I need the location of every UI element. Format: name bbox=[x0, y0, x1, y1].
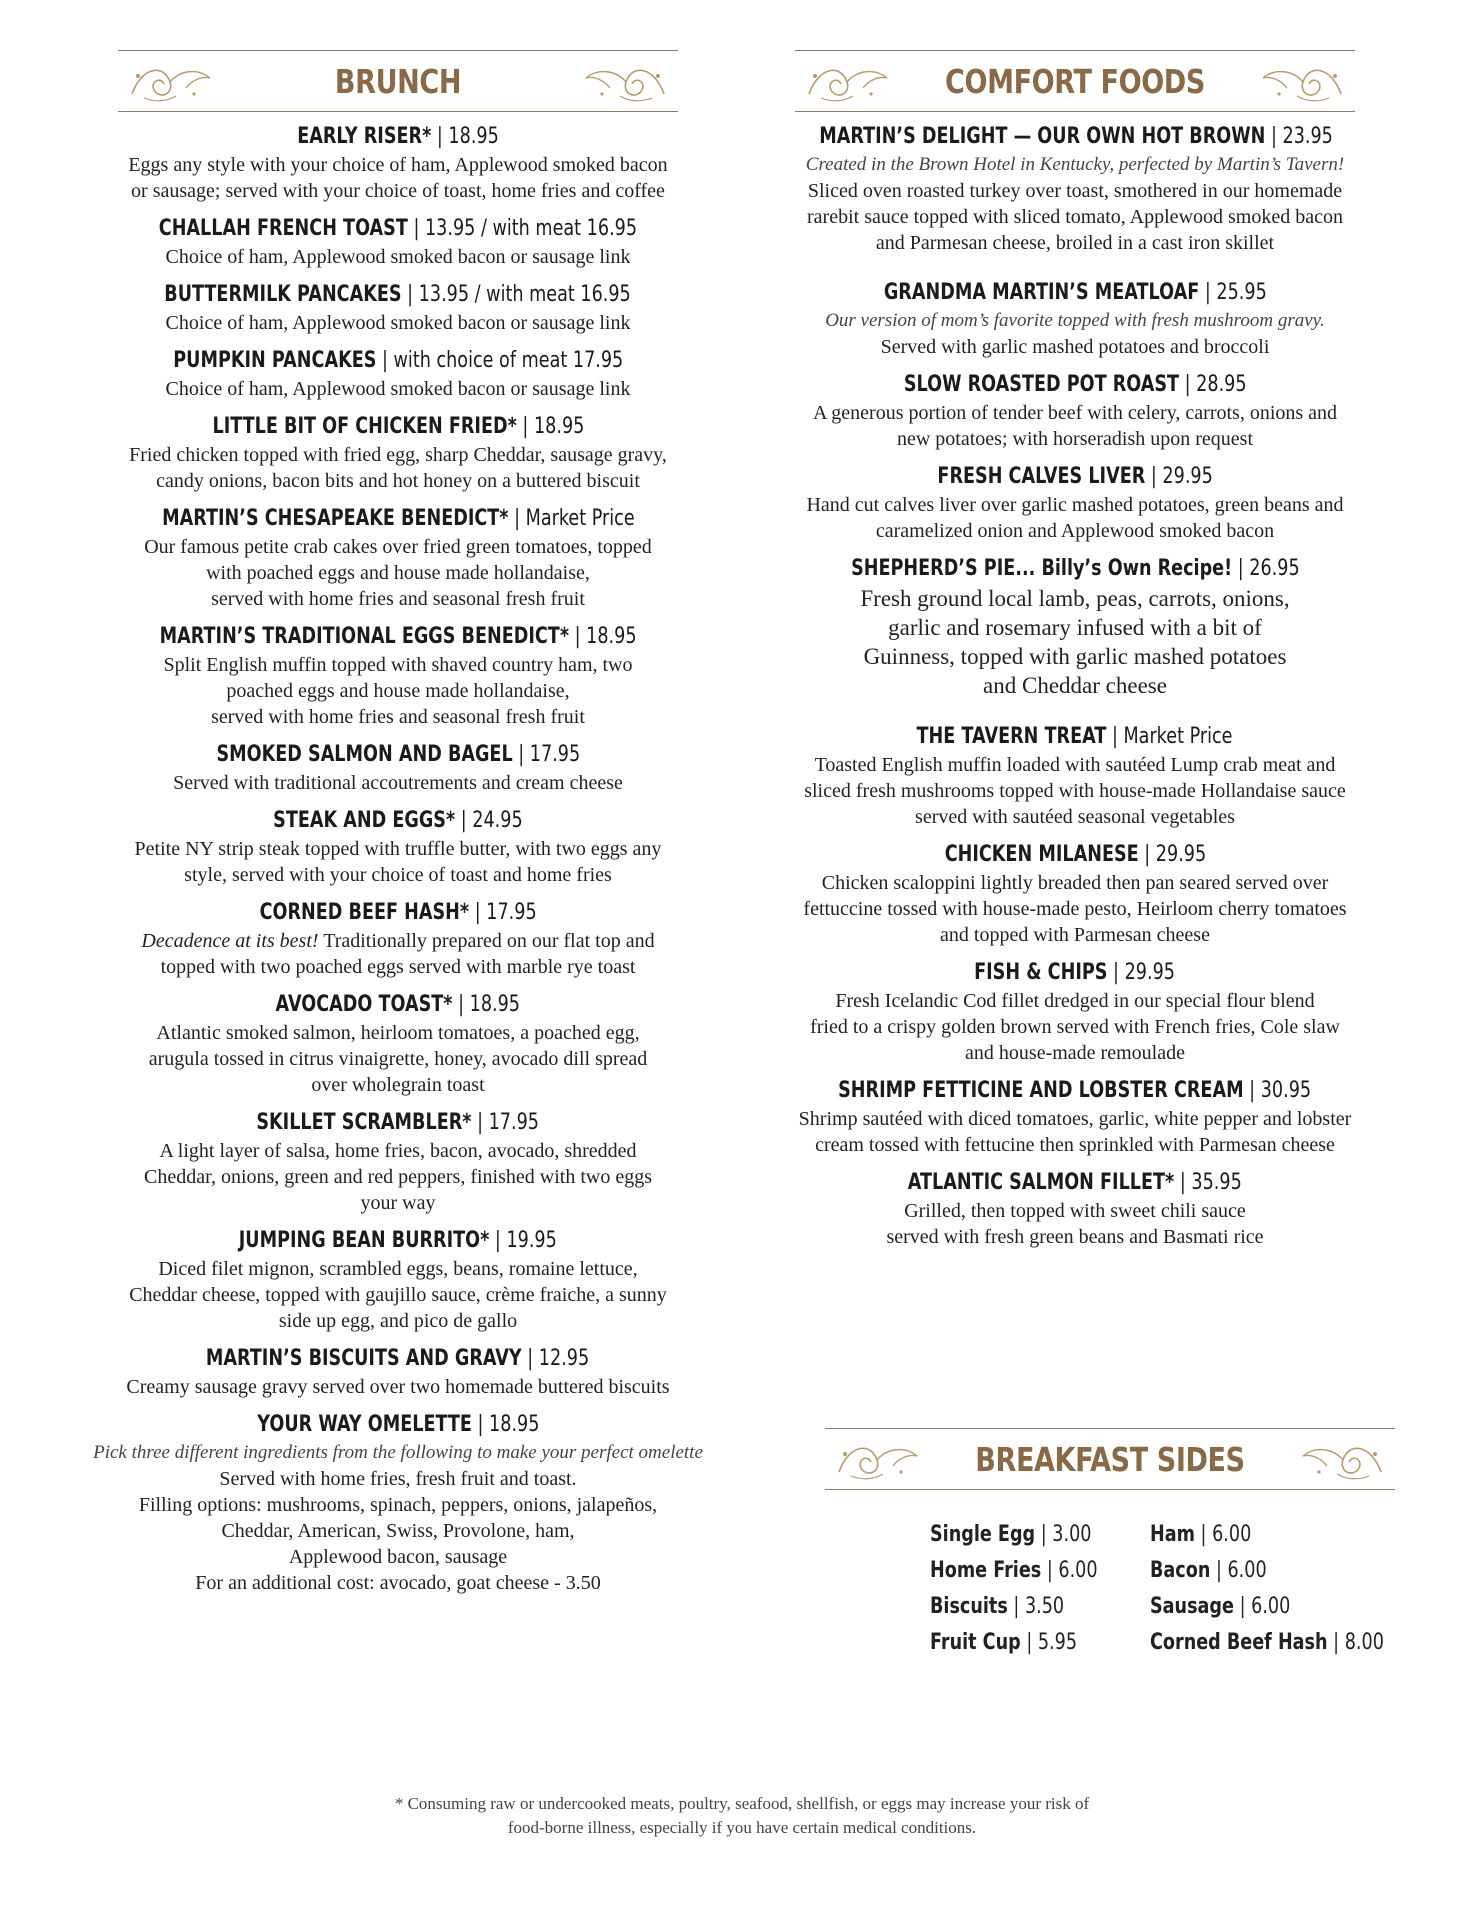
item-description: served with home fries and seasonal fresh fruit bbox=[211, 706, 585, 728]
price-separator: | bbox=[452, 992, 470, 1017]
price-separator: | bbox=[1007, 1594, 1025, 1619]
menu-item bbox=[78, 1226, 718, 1334]
item-description: topped with two poached eggs served with marble rye toast bbox=[160, 956, 636, 978]
menu-item-heading bbox=[78, 412, 718, 442]
menu-item bbox=[78, 122, 718, 204]
price-separator: | bbox=[1233, 1594, 1252, 1619]
price-separator: | bbox=[376, 348, 394, 373]
price-separator: | bbox=[1265, 124, 1283, 149]
item-description: served with home fries and seasonal fresh fruit bbox=[211, 588, 585, 610]
item-price: 29.95 bbox=[1125, 960, 1176, 985]
price-separator: | bbox=[1178, 372, 1196, 397]
item-description: style, served with your choice of toast and home fries bbox=[184, 864, 612, 886]
brunch-header bbox=[118, 50, 678, 112]
price-separator: | bbox=[568, 624, 587, 649]
menu-item bbox=[78, 214, 718, 270]
item-description: or sausage; served with your choice of toast, home fries and coffee bbox=[131, 180, 665, 202]
menu-item-heading bbox=[755, 1076, 1395, 1106]
price-separator: | bbox=[516, 414, 534, 439]
menu-item bbox=[755, 122, 1395, 256]
menu-item-title bbox=[839, 1076, 1312, 1106]
item-description: Served with home fries, fresh fruit and toast. bbox=[219, 1468, 577, 1490]
menu-item-heading bbox=[78, 346, 718, 376]
menu-item-heading bbox=[755, 840, 1395, 870]
price-separator: | bbox=[1020, 1630, 1038, 1655]
menu-item-title bbox=[937, 462, 1212, 492]
item-description: Atlantic smoked salmon, heirloom tomatoes, a poached egg, bbox=[156, 1022, 640, 1044]
item-description: Cheddar, onions, green and red peppers, finished with two eggs bbox=[144, 1166, 652, 1188]
item-name: SLOW ROASTED POT ROAST bbox=[903, 372, 1179, 397]
item-price: 18.95 bbox=[488, 1412, 540, 1437]
menu-item-title bbox=[273, 806, 522, 836]
menu-item-heading bbox=[78, 280, 718, 310]
item-name: SHEPHERD’S PIE... Billy’s Own Recipe! bbox=[850, 556, 1232, 581]
menu-item-heading bbox=[78, 898, 718, 928]
item-name: PUMPKIN PANCAKES bbox=[172, 348, 377, 373]
menu-item-title bbox=[259, 898, 536, 928]
item-price: 18.95 bbox=[448, 124, 499, 149]
item-name: BUTTERMILK PANCAKES bbox=[164, 282, 403, 307]
menu-item-heading bbox=[78, 1344, 718, 1374]
menu-item bbox=[78, 412, 718, 494]
item-description: cream tossed with fettucine then sprinkled with Parmesan cheese bbox=[815, 1134, 1335, 1156]
item-name: MARTIN’S CHESAPEAKE BENEDICT* bbox=[161, 506, 509, 531]
sides-title: BREAKFAST SIDES bbox=[975, 1440, 1245, 1479]
menu-item-title bbox=[162, 504, 635, 534]
item-description: Choice of ham, Applewood smoked bacon or sausage link bbox=[165, 312, 631, 334]
item-price: 26.95 bbox=[1248, 556, 1300, 581]
item-description: garlic and rosemary infused with a bit of bbox=[888, 615, 1262, 640]
item-description: new potatoes; with horseradish upon request bbox=[896, 428, 1254, 450]
item-description: Creamy sausage gravy served over two homemade buttered biscuits bbox=[126, 1376, 670, 1398]
item-name: CORNED BEEF HASH* bbox=[259, 900, 469, 925]
price-separator: | bbox=[471, 1110, 489, 1135]
menu-item-heading bbox=[78, 806, 718, 836]
price-separator: | bbox=[471, 1412, 489, 1437]
comfort-column bbox=[755, 50, 1395, 1260]
brunch-column bbox=[78, 50, 718, 1606]
price-separator: | bbox=[407, 216, 426, 241]
item-description: Fresh ground local lamb, peas, carrots, onions, bbox=[860, 586, 1290, 611]
price-separator: | bbox=[1198, 280, 1217, 305]
menu-item bbox=[755, 278, 1395, 360]
item-price: 29.95 bbox=[1162, 464, 1213, 489]
menu-item bbox=[78, 346, 718, 402]
menu-item-heading bbox=[78, 504, 718, 534]
price-separator: | bbox=[1035, 1522, 1053, 1547]
comfort-menu-list bbox=[755, 122, 1395, 1250]
menu-item bbox=[755, 840, 1395, 948]
item-description: A generous portion of tender beef with celery, carrots, onions and bbox=[812, 402, 1338, 424]
menu-item-title bbox=[819, 122, 1333, 152]
item-description: Grilled, then topped with sweet chili sauce bbox=[904, 1200, 1246, 1222]
side-price: 3.00 bbox=[1052, 1522, 1092, 1547]
menu-item-heading bbox=[78, 1410, 718, 1440]
menu-item-title bbox=[908, 1168, 1242, 1198]
price-separator: | bbox=[522, 1346, 540, 1371]
item-name: SHRIMP FETTICINE AND LOBSTER CREAM bbox=[838, 1078, 1244, 1103]
item-description: arugula tossed in citrus vinaigrette, honey, avocado dill spread bbox=[148, 1048, 648, 1070]
menu-item-title bbox=[257, 1410, 539, 1440]
menu-item-heading bbox=[755, 1168, 1395, 1198]
menu-item-heading bbox=[755, 554, 1395, 584]
item-name: SMOKED SALMON AND BAGEL bbox=[216, 742, 513, 767]
menu-item bbox=[78, 898, 718, 980]
menu-item-heading bbox=[78, 740, 718, 770]
item-description: side up egg, and pico de gallo bbox=[278, 1310, 518, 1332]
brunch-menu-list bbox=[78, 122, 718, 1596]
allergy-footnote bbox=[0, 1792, 1484, 1840]
price-separator: | bbox=[1107, 960, 1126, 985]
item-price: 18.95 bbox=[469, 992, 521, 1017]
item-description: Cheddar cheese, topped with gaujillo sauce, crème fraiche, a sunny bbox=[129, 1284, 667, 1306]
menu-item bbox=[78, 504, 718, 612]
item-price: 23.95 bbox=[1282, 124, 1333, 149]
price-separator: | bbox=[508, 506, 526, 531]
sides-header bbox=[825, 1428, 1395, 1490]
menu-item-heading bbox=[78, 622, 718, 652]
menu-item-title bbox=[216, 740, 580, 770]
item-name: LITTLE BIT OF CHICKEN FRIED* bbox=[212, 414, 517, 439]
item-description: A light layer of salsa, home fries, bacon, avocado, shredded bbox=[159, 1140, 637, 1162]
item-description: For an additional cost: avocado, goat cheese - 3.50 bbox=[195, 1572, 601, 1594]
side-name: Home Fries bbox=[930, 1558, 1042, 1583]
item-price: 25.95 bbox=[1216, 280, 1267, 305]
item-price: 28.95 bbox=[1195, 372, 1247, 397]
price-separator: | bbox=[1106, 724, 1124, 749]
item-name: JUMPING BEAN BURRITO* bbox=[238, 1228, 490, 1253]
item-name: THE TAVERN TREAT bbox=[916, 724, 1107, 749]
item-price: 30.95 bbox=[1261, 1078, 1312, 1103]
item-description: Cheddar, American, Swiss, Provolone, ham, bbox=[221, 1520, 575, 1542]
footnote-line: food-borne illness, especially if you have certain medical conditions. bbox=[507, 1818, 977, 1837]
price-separator: | bbox=[455, 808, 473, 833]
menu-item bbox=[78, 740, 718, 796]
menu-item-heading bbox=[78, 1226, 718, 1256]
item-description: Eggs any style with your choice of ham, Applewood smoked bacon bbox=[128, 154, 668, 176]
price-separator: | bbox=[1210, 1558, 1228, 1583]
price-separator: | bbox=[1145, 464, 1163, 489]
item-name: CHICKEN MILANESE bbox=[944, 842, 1139, 867]
item-description: fried to a crispy golden brown served with French fries, Cole slaw bbox=[810, 1016, 1340, 1038]
menu-item-heading bbox=[78, 990, 718, 1020]
menu-item-heading bbox=[755, 958, 1395, 988]
item-description: your way bbox=[360, 1192, 436, 1214]
comfort-header bbox=[795, 50, 1355, 112]
side-name: Ham bbox=[1150, 1522, 1195, 1547]
menu-item bbox=[755, 1168, 1395, 1250]
side-item bbox=[1150, 1592, 1384, 1622]
menu-item-heading bbox=[78, 122, 718, 152]
item-tagline: Created in the Brown Hotel in Kentucky, perfected by Martin’s Tavern! bbox=[805, 154, 1345, 175]
item-description: Sliced oven roasted turkey over toast, smothered in our homemade bbox=[807, 180, 1343, 202]
side-price: 5.95 bbox=[1037, 1630, 1078, 1655]
menu-item bbox=[78, 806, 718, 888]
menu-item-heading bbox=[755, 462, 1395, 492]
item-description: over wholegrain toast bbox=[311, 1074, 485, 1096]
item-tagline: Pick three different ingredients from the following to make your perfect omelette bbox=[93, 1442, 703, 1463]
item-description: Served with garlic mashed potatoes and broccoli bbox=[880, 336, 1270, 358]
item-description: Toasted English muffin loaded with sautéed Lump crab meat and bbox=[814, 754, 1336, 776]
menu-item-title bbox=[165, 280, 631, 310]
price-separator: | bbox=[1138, 842, 1156, 867]
menu-item bbox=[78, 1108, 718, 1216]
item-price: 17.95 bbox=[488, 1110, 540, 1135]
menu-item-title bbox=[851, 554, 1300, 584]
item-description: Choice of ham, Applewood smoked bacon or sausage link bbox=[165, 378, 631, 400]
side-item bbox=[930, 1556, 1098, 1586]
footnote-line: * Consuming raw or undercooked meats, poultry, seafood, shellfish, or eggs may increase your risk of bbox=[394, 1794, 1090, 1813]
menu-item-title bbox=[206, 1344, 589, 1374]
item-description: Hand cut calves liver over garlic mashed potatoes, green beans and bbox=[806, 494, 1344, 516]
item-description: Applewood bacon, sausage bbox=[288, 1546, 508, 1568]
item-price: 24.95 bbox=[472, 808, 523, 833]
price-separator: | bbox=[1327, 1630, 1345, 1655]
side-price: 6.00 bbox=[1251, 1594, 1291, 1619]
side-item bbox=[930, 1520, 1098, 1550]
item-tagline: Our version of mom’s favorite topped with fresh mushroom gravy. bbox=[825, 310, 1325, 331]
item-description: Chicken scaloppini lightly breaded then pan seared served over bbox=[821, 872, 1329, 894]
item-price: 29.95 bbox=[1155, 842, 1206, 867]
price-separator: | bbox=[1174, 1170, 1192, 1195]
item-italic-lead: Decadence at its best! bbox=[141, 930, 319, 952]
side-name: Corned Beef Hash bbox=[1150, 1630, 1328, 1655]
item-name: MARTIN’S DELIGHT — OUR OWN HOT BROWN bbox=[819, 124, 1266, 149]
item-name: MARTIN’S TRADITIONAL EGGS BENEDICT* bbox=[159, 624, 569, 649]
item-description: served with fresh green beans and Basmati rice bbox=[886, 1226, 1264, 1248]
price-separator: | bbox=[1041, 1558, 1059, 1583]
item-description: fettuccine tossed with house-made pesto, Heirloom cherry tomatoes bbox=[803, 898, 1347, 920]
item-name: ATLANTIC SALMON FILLET* bbox=[907, 1170, 1175, 1195]
item-description: and topped with Parmesan cheese bbox=[940, 924, 1210, 946]
side-name: Bacon bbox=[1150, 1558, 1211, 1583]
menu-item-title bbox=[159, 214, 637, 244]
ornament-flourish-icon bbox=[576, 56, 672, 106]
menu-item-title bbox=[297, 122, 499, 152]
menu-item bbox=[78, 990, 718, 1098]
item-name: MARTIN’S BISCUITS AND GRAVY bbox=[206, 1346, 523, 1371]
sides-column-b bbox=[1150, 1520, 1442, 1664]
price-separator: | bbox=[402, 282, 420, 307]
price-separator: | bbox=[489, 1228, 507, 1253]
item-description: Petite NY strip steak topped with truffle butter, with two eggs any bbox=[134, 838, 662, 860]
item-name: AVOCADO TOAST* bbox=[275, 992, 453, 1017]
brunch-title: BRUNCH bbox=[334, 62, 462, 101]
menu-item bbox=[78, 1410, 718, 1596]
menu-item-title bbox=[884, 278, 1267, 308]
menu-item-title bbox=[276, 990, 520, 1020]
item-description: and Parmesan cheese, broiled in a cast iron skillet bbox=[875, 232, 1275, 254]
menu-item bbox=[78, 1344, 718, 1400]
side-price: 6.00 bbox=[1212, 1522, 1252, 1547]
item-description: caramelized onion and Applewood smoked bacon bbox=[875, 520, 1275, 542]
menu-item-heading bbox=[755, 122, 1395, 152]
menu-item bbox=[755, 958, 1395, 1066]
item-description: Served with traditional accoutrements and cream cheese bbox=[173, 772, 623, 794]
item-description bbox=[78, 928, 718, 954]
price-separator: | bbox=[431, 124, 449, 149]
item-description: Fried chicken topped with fried egg, sharp Cheddar, sausage gravy, bbox=[129, 444, 667, 466]
item-price: 18.95 bbox=[586, 624, 637, 649]
side-item bbox=[1150, 1520, 1384, 1550]
side-price: 8.00 bbox=[1344, 1630, 1384, 1655]
item-price: Market Price bbox=[525, 506, 635, 531]
side-name: Biscuits bbox=[930, 1594, 1008, 1619]
item-price: Market Price bbox=[1123, 724, 1233, 749]
item-price: 18.95 bbox=[533, 414, 584, 439]
item-name: CHALLAH FRENCH TOAST bbox=[158, 216, 408, 241]
side-item bbox=[930, 1628, 1098, 1658]
menu-item bbox=[78, 622, 718, 730]
item-description: poached eggs and house made hollandaise, bbox=[226, 680, 570, 702]
item-description: Our famous petite crab cakes over fried green tomatoes, topped bbox=[144, 536, 652, 558]
sides-column-a bbox=[930, 1520, 1139, 1664]
price-separator: | bbox=[512, 742, 530, 767]
item-description-text: Traditionally prepared on our flat top and bbox=[318, 930, 655, 952]
side-item bbox=[1150, 1628, 1384, 1658]
price-separator: | bbox=[1243, 1078, 1262, 1103]
item-description: rarebit sauce topped with sliced tomato, Applewood smoked bacon bbox=[807, 206, 1343, 228]
item-description: Diced filet mignon, scrambled eggs, beans, romaine lettuce, bbox=[158, 1258, 638, 1280]
menu-item bbox=[755, 1076, 1395, 1158]
ornament-flourish-icon bbox=[1293, 1434, 1389, 1484]
item-description: Fresh Icelandic Cod fillet dredged in our special flour blend bbox=[835, 990, 1315, 1012]
menu-item-title bbox=[173, 346, 623, 376]
item-price: 17.95 bbox=[486, 900, 537, 925]
item-description: Filling options: mushrooms, spinach, peppers, onions, jalapeños, bbox=[138, 1494, 658, 1516]
side-name: Sausage bbox=[1150, 1594, 1234, 1619]
menu-item-title bbox=[160, 622, 637, 652]
item-price: with choice of meat 17.95 bbox=[393, 348, 623, 373]
item-name: SKILLET SCRAMBLER* bbox=[256, 1110, 472, 1135]
item-description: candy onions, bacon bits and hot honey on a buttered biscuit bbox=[156, 470, 640, 492]
item-price: 17.95 bbox=[529, 742, 580, 767]
menu-item-heading bbox=[755, 278, 1395, 308]
menu-item bbox=[78, 280, 718, 336]
ornament-flourish-icon bbox=[1253, 56, 1349, 106]
side-item bbox=[1150, 1556, 1384, 1586]
price-separator: | bbox=[1231, 556, 1249, 581]
menu-item bbox=[755, 722, 1395, 830]
item-name: YOUR WAY OMELETTE bbox=[256, 1412, 472, 1437]
menu-item-heading bbox=[755, 370, 1395, 400]
menu-item-title bbox=[944, 840, 1206, 870]
item-description: Guinness, topped with garlic mashed potatoes bbox=[863, 644, 1287, 669]
menu-item-title bbox=[917, 722, 1233, 752]
item-price: 13.95 / with meat 16.95 bbox=[419, 282, 632, 307]
item-description: Split English muffin topped with shaved country ham, two bbox=[163, 654, 633, 676]
item-price: 35.95 bbox=[1191, 1170, 1243, 1195]
item-description: served with sautéed seasonal vegetables bbox=[915, 806, 1235, 828]
side-price: 6.00 bbox=[1227, 1558, 1267, 1583]
menu-item-title bbox=[239, 1226, 557, 1256]
item-description: Choice of ham, Applewood smoked bacon or sausage link bbox=[165, 246, 631, 268]
side-price: 3.50 bbox=[1024, 1594, 1065, 1619]
item-price: 12.95 bbox=[539, 1346, 590, 1371]
comfort-title: COMFORT FOODS bbox=[945, 62, 1205, 101]
menu-item-title bbox=[904, 370, 1247, 400]
item-price: 13.95 / with meat 16.95 bbox=[425, 216, 638, 241]
price-separator: | bbox=[1194, 1522, 1213, 1547]
side-item bbox=[930, 1592, 1098, 1622]
side-name: Single Egg bbox=[930, 1522, 1036, 1547]
item-name: GRANDMA MARTIN’S MEATLOAF bbox=[883, 280, 1199, 305]
menu-item-heading bbox=[78, 1108, 718, 1138]
item-name: EARLY RISER* bbox=[297, 124, 432, 149]
menu-item-heading bbox=[78, 214, 718, 244]
item-description: and house-made remoulade bbox=[965, 1042, 1185, 1064]
menu-item-title bbox=[257, 1108, 540, 1138]
item-name: FISH & CHIPS bbox=[974, 960, 1108, 985]
menu-item bbox=[755, 370, 1395, 452]
menu-item-title bbox=[212, 412, 584, 442]
item-description: with poached eggs and house made hollandaise, bbox=[206, 562, 590, 584]
menu-item-heading bbox=[755, 722, 1395, 752]
item-name: STEAK AND EGGS* bbox=[273, 808, 456, 833]
item-price: 19.95 bbox=[506, 1228, 558, 1253]
item-description: Shrimp sautéed with diced tomatoes, garlic, white pepper and lobster bbox=[798, 1108, 1352, 1130]
item-description: sliced fresh mushrooms topped with house-made Hollandaise sauce bbox=[804, 780, 1346, 802]
price-separator: | bbox=[468, 900, 487, 925]
menu-item-title bbox=[975, 958, 1176, 988]
menu-item bbox=[755, 462, 1395, 544]
side-name: Fruit Cup bbox=[930, 1630, 1021, 1655]
menu-item bbox=[755, 554, 1395, 700]
item-description: and Cheddar cheese bbox=[983, 673, 1167, 698]
item-name: FRESH CALVES LIVER bbox=[937, 464, 1146, 489]
side-price: 6.00 bbox=[1058, 1558, 1098, 1583]
